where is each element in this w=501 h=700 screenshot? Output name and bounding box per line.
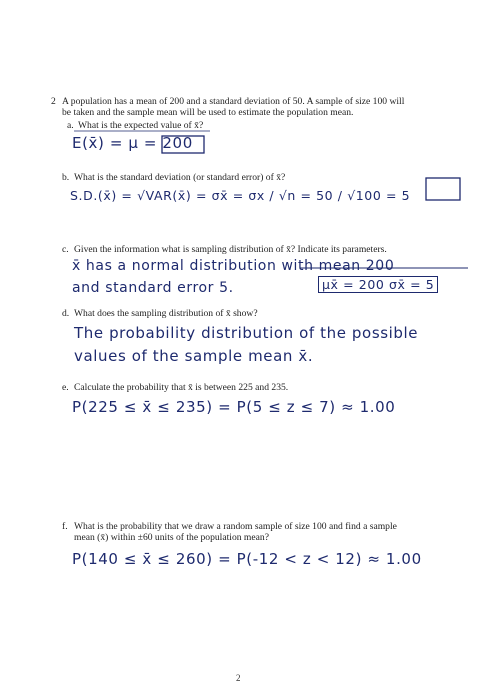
part-a-question: What is the expected value of x̄?: [78, 120, 204, 131]
part-f-label: f.: [62, 521, 68, 532]
question-number: 2: [51, 96, 56, 107]
part-e-label: e.: [62, 382, 69, 393]
page-number: 2: [236, 673, 241, 683]
part-b-label: b.: [62, 172, 70, 183]
part-b-answer: S.D.(x̄) = √VAR(x̄) = σx̄ = σx / √n = 50 / √100 = 5: [70, 188, 411, 203]
part-a-label: a.: [67, 120, 74, 131]
part-d-question: What does the sampling distribution of x̄ show?: [74, 308, 258, 319]
part-b-question: What is the standard deviation (or standard error) of x̄?: [74, 172, 286, 183]
part-d-answer-line1: The probability distribution of the possible: [74, 324, 419, 342]
part-f-question-line2: mean (x̄) within ±60 units of the population mean?: [74, 532, 269, 543]
part-a-answer-box: [162, 136, 204, 153]
part-c-question: Given the information what is sampling distribution of x̄? Indicate its parameters.: [74, 244, 387, 255]
question-prompt-line2: be taken and the sample mean will be used to estimate the population mean.: [62, 107, 354, 118]
part-d-answer-line2: values of the sample mean x̄.: [74, 347, 314, 365]
part-a-answer: E(x̄) = μ = 200: [72, 134, 193, 152]
part-f-question-line1: What is the probability that we draw a random sample of size 100 and find a sample: [74, 521, 397, 532]
part-e-question: Calculate the probability that x̄ is between 225 and 235.: [74, 382, 289, 393]
part-b-answer-box: [426, 178, 460, 200]
part-e-answer: P(225 ≤ x̄ ≤ 235) = P(5 ≤ z ≤ 7) ≈ 1.00: [72, 398, 396, 416]
part-c-answer-line1: x̄ has a normal distribution with mean 200: [72, 258, 395, 274]
part-d-label: d.: [62, 308, 70, 319]
part-c-answer-line2: and standard error 5.: [72, 280, 234, 296]
part-c-label: c.: [62, 244, 69, 255]
part-c-parameters-box: μx̄ = 200 σx̄ = 5: [318, 276, 438, 293]
question-prompt-line1: A population has a mean of 200 and a standard deviation of 50. A sample of size 100 will: [62, 96, 405, 107]
part-f-answer: P(140 ≤ x̄ ≤ 260) = P(-12 < z < 12) ≈ 1.00: [72, 550, 422, 568]
